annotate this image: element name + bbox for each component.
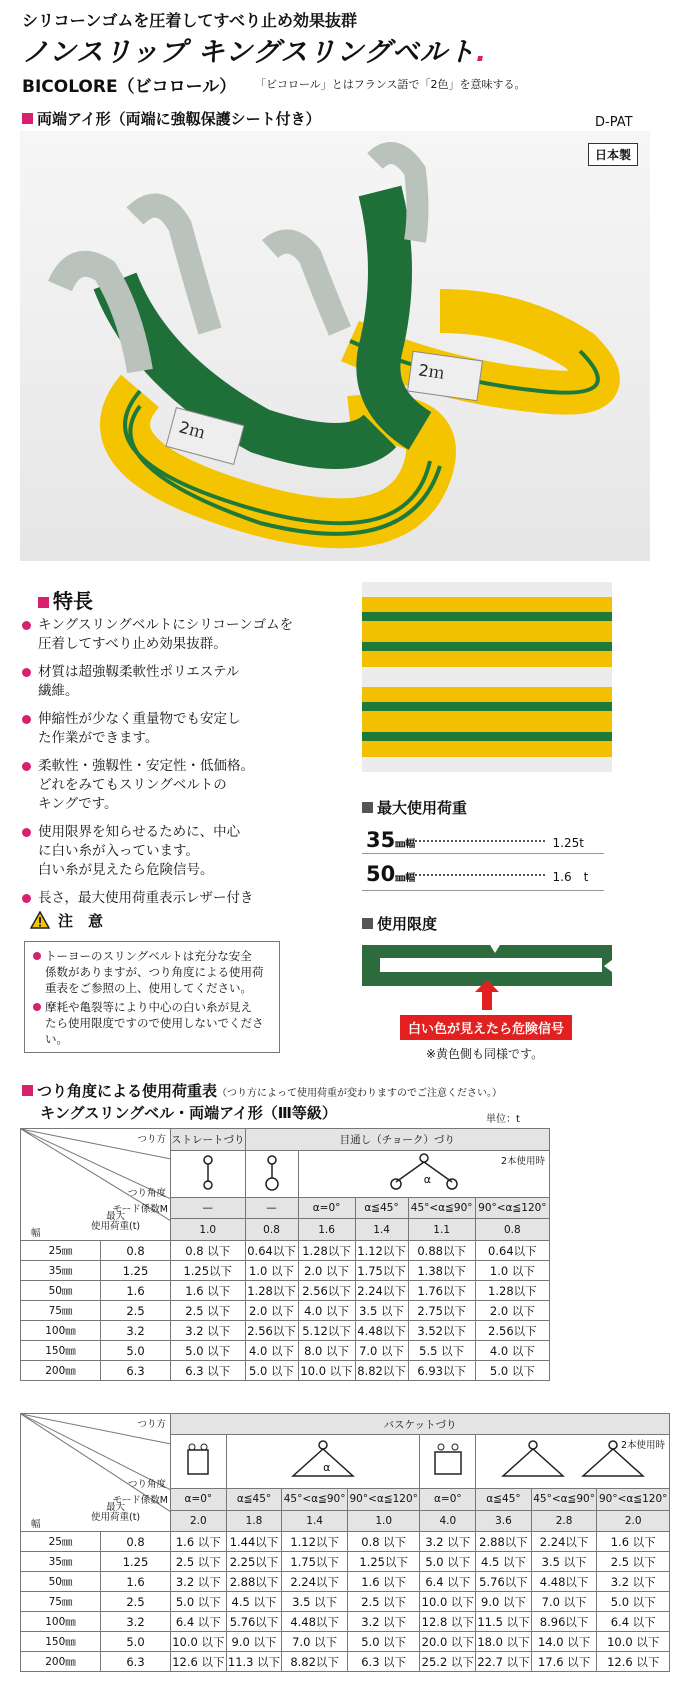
table-row	[21, 1652, 670, 1672]
load-value-cell: 10.0 以下	[597, 1632, 670, 1652]
load-value-cell: 2.5 以下	[171, 1552, 227, 1572]
load-value-cell: 5.5 以下	[408, 1341, 475, 1361]
mode-factor-cell: 2.0	[171, 1510, 227, 1531]
max-load-label: 最大 使用荷重(t)	[91, 1211, 141, 1232]
angle-cell: α=0°	[298, 1197, 355, 1219]
load-value-cell: 11.3 以下	[226, 1652, 282, 1672]
load-value-cell: 6.93以下	[408, 1361, 475, 1381]
load-value-cell: 4.5 以下	[226, 1592, 282, 1612]
load-value-cell: 2.5 以下	[597, 1552, 670, 1572]
feature-item: 柔軟性・強靱性・安定性・低価格。 どれをみてもスリングベルトの キングです。	[22, 757, 362, 814]
load-value-cell: 4.48以下	[355, 1321, 408, 1341]
angle-cell: 90°<α≦120°	[347, 1489, 420, 1510]
load-value-cell: 2.0 以下	[475, 1301, 549, 1321]
load-value-cell: 2.0 以下	[298, 1261, 355, 1281]
load-table-body	[21, 1532, 670, 1672]
max-load-cell: 2.5	[101, 1301, 171, 1321]
mode-factor-cell: 1.0	[171, 1219, 246, 1241]
square-bullet-icon	[38, 597, 49, 608]
load-value-cell: 1.76以下	[408, 1281, 475, 1301]
load-value-cell: 1.44以下	[226, 1532, 282, 1552]
caution-item: 摩耗や亀裂等により中心の白い糸が見え たら使用限度ですので使用しないでください。	[33, 999, 273, 1047]
leader-dots	[415, 874, 545, 876]
load-value-cell: 4.5 以下	[476, 1552, 532, 1572]
table-row	[21, 1361, 550, 1381]
mode-factor-cell: 0.8	[475, 1219, 549, 1241]
load-value-cell: 2.24以下	[355, 1281, 408, 1301]
square-bullet-icon	[362, 918, 373, 929]
load-value-cell: 3.2 以下	[420, 1532, 476, 1552]
usage-limit-heading-text: 使用限度	[377, 915, 438, 933]
square-bullet-icon	[22, 113, 33, 124]
table-row	[21, 1341, 550, 1361]
method-label: つり方	[137, 1419, 166, 1430]
load-value-cell: 1.38以下	[408, 1261, 475, 1281]
load-value-cell: 5.76以下	[226, 1612, 282, 1632]
title-text: ノンスリップ キングスリングベルト	[22, 37, 476, 68]
load-value-cell: 14.0 以下	[531, 1632, 597, 1652]
load-table-title-text: つり角度による使用荷重表	[37, 1082, 218, 1100]
straight-diagram	[171, 1150, 246, 1197]
angle-cell: α=0°	[420, 1489, 476, 1510]
load-value-cell: 7.0 以下	[282, 1632, 348, 1652]
mode-factor-cell: 2.0	[597, 1510, 670, 1531]
load-value-cell: 5.76以下	[476, 1572, 532, 1592]
table-row	[21, 1321, 550, 1341]
max-load-cell: 2.5	[101, 1592, 171, 1612]
load-table-subtitle: キングスリングベル・両端アイ形（Ⅲ等級）	[40, 1104, 337, 1122]
belt-tag-label: 2ｍ	[177, 417, 208, 443]
load-value-cell: 10.0 以下	[420, 1592, 476, 1612]
yellow-side-note: ※黄色側も同様です。	[426, 1047, 544, 1061]
method-basket: バスケットづり	[171, 1414, 670, 1435]
load-value-cell: 17.6 以下	[531, 1652, 597, 1672]
basket-double-angle-diagram	[476, 1435, 670, 1489]
table-corner-header	[21, 1414, 171, 1532]
load-value-cell: 8.82以下	[282, 1652, 348, 1672]
mode-factor-cell: 0.8	[245, 1219, 298, 1241]
angle-cell: —	[171, 1197, 246, 1219]
angle-cell: α≦45°	[476, 1489, 532, 1510]
belt-close-up-illustration	[362, 582, 612, 772]
width-cell: 75㎜	[21, 1301, 101, 1321]
load-value-cell: 0.64以下	[475, 1241, 549, 1261]
angle-cell: α≦45°	[355, 1197, 408, 1219]
load-value-cell: 12.6 以下	[597, 1652, 670, 1672]
max-load-value: 1.6 t	[552, 870, 589, 884]
max-load-cell: 0.8	[101, 1241, 171, 1261]
load-table-body	[21, 1241, 550, 1381]
table-row	[21, 1612, 670, 1632]
caution-item: トーヨーのスリングベルトは充分な安全 係数がありますが、つり角度による使用荷 重表をご参照の上、使用してください。	[33, 948, 273, 996]
load-value-cell: 5.0 以下	[171, 1341, 246, 1361]
max-load-row	[366, 862, 588, 886]
load-value-cell: 4.48以下	[531, 1572, 597, 1592]
table-row	[21, 1552, 670, 1572]
table-row	[21, 1592, 670, 1612]
load-value-cell: 25.2 以下	[420, 1652, 476, 1672]
method-straight: ストレートづり	[171, 1129, 246, 1151]
table-row	[21, 1572, 670, 1592]
two-leg-note: 2本使用時	[620, 1440, 665, 1452]
divider	[362, 853, 604, 854]
load-value-cell: 3.2 以下	[171, 1572, 227, 1592]
load-value-cell: 3.5 以下	[531, 1552, 597, 1572]
angle-cell: 90°<α≦120°	[475, 1197, 549, 1219]
max-load-cell: 1.6	[101, 1281, 171, 1301]
load-value-cell: 6.4 以下	[420, 1572, 476, 1592]
max-load-heading-text: 最大使用荷重	[377, 799, 468, 817]
method-choke: 目通し（チョーク）づり	[245, 1129, 550, 1151]
load-value-cell: 5.0 以下	[347, 1632, 420, 1652]
brand-name: BICOLORE（ビコロール）	[22, 77, 237, 97]
load-value-cell: 10.0 以下	[171, 1632, 227, 1652]
load-value-cell: 9.0 以下	[226, 1632, 282, 1652]
load-value-cell: 12.8 以下	[420, 1612, 476, 1632]
load-value-cell: 1.75以下	[355, 1261, 408, 1281]
basket-single-icon	[178, 1440, 218, 1480]
load-value-cell: 2.88以下	[476, 1532, 532, 1552]
load-value-cell: 6.3 以下	[347, 1652, 420, 1672]
table-corner-header	[21, 1129, 171, 1241]
load-value-cell: 8.0 以下	[298, 1341, 355, 1361]
max-load-cell: 5.0	[101, 1341, 171, 1361]
load-value-cell: 10.0 以下	[298, 1361, 355, 1381]
load-value-cell: 3.5 以下	[282, 1592, 348, 1612]
belt-width: 35	[366, 828, 396, 852]
load-value-cell: 11.5 以下	[476, 1612, 532, 1632]
features-title-text: 特長	[53, 589, 93, 613]
load-value-cell: 2.25以下	[226, 1552, 282, 1572]
load-value-cell: 1.6 以下	[347, 1572, 420, 1592]
load-value-cell: 2.88以下	[226, 1572, 282, 1592]
load-value-cell: 2.24以下	[531, 1532, 597, 1552]
load-value-cell: 2.0 以下	[245, 1301, 298, 1321]
width-cell: 35㎜	[21, 1261, 101, 1281]
load-value-cell: 7.0 以下	[531, 1592, 597, 1612]
angle-cell: 45°<α≦90°	[408, 1197, 475, 1219]
load-value-cell: 4.0 以下	[475, 1341, 549, 1361]
width-cell: 200㎜	[21, 1652, 101, 1672]
load-value-cell: 4.48以下	[282, 1612, 348, 1632]
load-value-cell: 5.12以下	[298, 1321, 355, 1341]
mode-factor-cell: 1.6	[298, 1219, 355, 1241]
max-load-cell: 3.2	[101, 1612, 171, 1632]
max-load-cell: 0.8	[101, 1532, 171, 1552]
load-value-cell: 6.3 以下	[171, 1361, 246, 1381]
load-table-basket	[20, 1413, 670, 1672]
table-row	[21, 1532, 670, 1552]
load-value-cell: 1.12以下	[355, 1241, 408, 1261]
load-table-eye-type	[20, 1128, 550, 1381]
max-load-cell: 6.3	[101, 1652, 171, 1672]
mode-factor-cell: 1.4	[282, 1510, 348, 1531]
basket-single-diagram	[171, 1435, 227, 1489]
angle-cell: —	[245, 1197, 298, 1219]
hook-icon	[198, 1152, 218, 1192]
load-value-cell: 22.7 以下	[476, 1652, 532, 1672]
load-value-cell: 1.0 以下	[245, 1261, 298, 1281]
width-cell: 100㎜	[21, 1321, 101, 1341]
load-value-cell: 3.2 以下	[597, 1572, 670, 1592]
angle-cell: 45°<α≦90°	[531, 1489, 597, 1510]
table-row	[21, 1281, 550, 1301]
load-value-cell: 4.0 以下	[245, 1341, 298, 1361]
load-value-cell: 8.82以下	[355, 1361, 408, 1381]
page-title	[22, 30, 487, 69]
load-value-cell: 1.6 以下	[597, 1532, 670, 1552]
angle-cell: α=0°	[171, 1489, 227, 1510]
caution-box	[24, 941, 280, 1053]
angle-cell: 90°<α≦120°	[597, 1489, 670, 1510]
load-value-cell: 1.28以下	[298, 1241, 355, 1261]
features-title	[38, 585, 93, 614]
divider	[362, 890, 604, 891]
width-cell: 75㎜	[21, 1592, 101, 1612]
mode-factor-cell: 3.6	[476, 1510, 532, 1531]
sling-belt-illustration	[20, 131, 650, 561]
basket-single-angle-diagram	[226, 1435, 420, 1489]
caution-title-text: 注 意	[58, 912, 104, 930]
basket-double-icon	[423, 1440, 473, 1480]
max-load-heading	[362, 797, 467, 818]
leader-dots	[415, 840, 545, 842]
basket-double-diagram	[420, 1435, 476, 1489]
load-value-cell: 2.56以下	[245, 1321, 298, 1341]
belt-tag-label: 2ｍ	[417, 360, 446, 383]
belt-sample-photo	[362, 582, 612, 772]
page-subtitle: シリコーンゴムを圧着してすべり止め効果抜群	[22, 11, 358, 30]
feature-item: 伸縮性が少なく重量物でも安定し た作業ができます。	[22, 710, 362, 748]
angle-cell: α≦45°	[226, 1489, 282, 1510]
mode-factor-cell: 1.8	[226, 1510, 282, 1531]
load-value-cell: 2.5 以下	[171, 1301, 246, 1321]
choke-double-diagram	[298, 1150, 549, 1197]
max-load-cell: 5.0	[101, 1632, 171, 1652]
photo-section-heading	[22, 108, 321, 129]
load-value-cell: 6.4 以下	[597, 1612, 670, 1632]
feature-item: 材質は超強靱柔軟性ポリエステル 繊維。	[22, 663, 362, 701]
width-cell: 200㎜	[21, 1361, 101, 1381]
table-row	[21, 1241, 550, 1261]
width-label: 幅	[31, 1228, 41, 1239]
load-value-cell: 3.5 以下	[355, 1301, 408, 1321]
load-value-cell: 4.0 以下	[298, 1301, 355, 1321]
load-value-cell: 12.6 以下	[171, 1652, 227, 1672]
choke-single-diagram	[245, 1150, 298, 1197]
unit-label: 単位：t	[486, 1114, 520, 1125]
caution-title	[30, 910, 103, 931]
load-value-cell: 0.88以下	[408, 1241, 475, 1261]
load-value-cell: 1.25以下	[171, 1261, 246, 1281]
load-value-cell: 9.0 以下	[476, 1592, 532, 1612]
load-value-cell: 1.75以下	[282, 1552, 348, 1572]
width-cell: 100㎜	[21, 1612, 101, 1632]
product-code: D-PAT	[595, 115, 633, 130]
angle-label: つり角度	[127, 1479, 166, 1490]
load-table-title	[22, 1080, 502, 1101]
mode-factor-label: モード係数M	[112, 1204, 168, 1215]
width-unit: ㎜幅	[395, 873, 416, 884]
max-load-cell: 6.3	[101, 1361, 171, 1381]
max-load-row	[366, 828, 584, 852]
width-cell: 50㎜	[21, 1572, 101, 1592]
load-value-cell: 3.52以下	[408, 1321, 475, 1341]
feature-item: キングスリングベルトにシリコーンゴムを 圧着してすべり止め効果抜群。	[22, 616, 362, 654]
load-value-cell: 5.0 以下	[597, 1592, 670, 1612]
feature-item: 使用限界を知らせるために、中心 に白い糸が入っています。 白い糸が見えたら危険信号。	[22, 823, 362, 880]
feature-item: 長さ，最大使用荷重表示レザー付き	[22, 889, 362, 908]
made-in-japan-badge: 日本製	[588, 143, 638, 166]
basket-triangle-icon	[278, 1438, 368, 1482]
max-load-cell: 1.6	[101, 1572, 171, 1592]
load-value-cell: 3.2 以下	[347, 1612, 420, 1632]
load-value-cell: 2.5 以下	[347, 1592, 420, 1612]
load-value-cell: 2.24以下	[282, 1572, 348, 1592]
width-cell: 35㎜	[21, 1552, 101, 1572]
table-row	[21, 1632, 670, 1652]
choke-hook-icon	[257, 1152, 287, 1192]
mode-factor-label: モード係数M	[112, 1495, 168, 1506]
product-photo	[20, 131, 650, 561]
load-value-cell: 1.6 以下	[171, 1281, 246, 1301]
photo-heading-text: 両端アイ形（両端に強靱保護シート付き）	[37, 110, 321, 128]
width-cell: 25㎜	[21, 1241, 101, 1261]
load-value-cell: 2.75以下	[408, 1301, 475, 1321]
load-value-cell: 6.4 以下	[171, 1612, 227, 1632]
load-value-cell: 2.56以下	[475, 1321, 549, 1341]
square-bullet-icon	[22, 1085, 33, 1096]
features-list	[22, 616, 362, 917]
mode-factor-cell: 1.0	[347, 1510, 420, 1531]
load-value-cell: 5.0 以下	[245, 1361, 298, 1381]
load-value-cell: 20.0 以下	[420, 1632, 476, 1652]
load-value-cell: 5.0 以下	[171, 1592, 227, 1612]
load-value-cell: 7.0 以下	[355, 1341, 408, 1361]
alpha-symbol: α	[323, 1461, 331, 1475]
mode-factor-cell: 1.1	[408, 1219, 475, 1241]
max-load-cell: 1.25	[101, 1261, 171, 1281]
load-value-cell: 0.64以下	[245, 1241, 298, 1261]
mode-factor-cell: 1.4	[355, 1219, 408, 1241]
warning-icon	[30, 911, 50, 929]
load-value-cell: 1.12以下	[282, 1532, 348, 1552]
alpha-symbol: α	[423, 1172, 432, 1186]
width-cell: 25㎜	[21, 1532, 101, 1552]
load-value-cell: 1.28以下	[245, 1281, 298, 1301]
angle-cell: 45°<α≦90°	[282, 1489, 348, 1510]
method-label: つり方	[137, 1134, 166, 1145]
brand-note: 「ビコロール」とはフランス語で「2色」を意味する。	[255, 78, 526, 91]
max-load-label: 最大 使用荷重(t)	[91, 1502, 141, 1523]
width-unit: ㎜幅	[395, 839, 416, 850]
danger-signal-label: 白い色が見えたら危険信号	[400, 1015, 572, 1040]
usage-limit-heading	[362, 913, 437, 934]
load-value-cell: 3.2 以下	[171, 1321, 246, 1341]
width-cell: 50㎜	[21, 1281, 101, 1301]
table-row	[21, 1301, 550, 1321]
table-row	[21, 1261, 550, 1281]
load-value-cell: 0.8 以下	[171, 1241, 246, 1261]
max-load-cell: 3.2	[101, 1321, 171, 1341]
load-value-cell: 1.6 以下	[171, 1532, 227, 1552]
width-label: 幅	[31, 1519, 41, 1530]
max-load-cell: 1.25	[101, 1552, 171, 1572]
load-value-cell: 2.56以下	[298, 1281, 355, 1301]
title-accent-dot: .	[475, 37, 488, 68]
load-value-cell: 18.0 以下	[476, 1632, 532, 1652]
load-value-cell: 1.0 以下	[475, 1261, 549, 1281]
load-value-cell: 5.0 以下	[420, 1552, 476, 1572]
mode-factor-cell: 4.0	[420, 1510, 476, 1531]
load-value-cell: 5.0 以下	[475, 1361, 549, 1381]
width-cell: 150㎜	[21, 1632, 101, 1652]
belt-width: 50	[366, 862, 396, 886]
load-value-cell: 1.28以下	[475, 1281, 549, 1301]
square-bullet-icon	[362, 802, 373, 813]
two-leg-note: 2本使用時	[500, 1155, 545, 1167]
load-value-cell: 8.96以下	[531, 1612, 597, 1632]
load-value-cell: 0.8 以下	[347, 1532, 420, 1552]
load-table-note: （つり方によって使用荷重が変わりますのでご注意ください。）	[217, 1088, 503, 1099]
load-value-cell: 1.25以下	[347, 1552, 420, 1572]
angle-label: つり角度	[127, 1188, 166, 1199]
max-load-value: 1.25t	[552, 836, 584, 850]
width-cell: 150㎜	[21, 1341, 101, 1361]
mode-factor-cell: 2.8	[531, 1510, 597, 1531]
